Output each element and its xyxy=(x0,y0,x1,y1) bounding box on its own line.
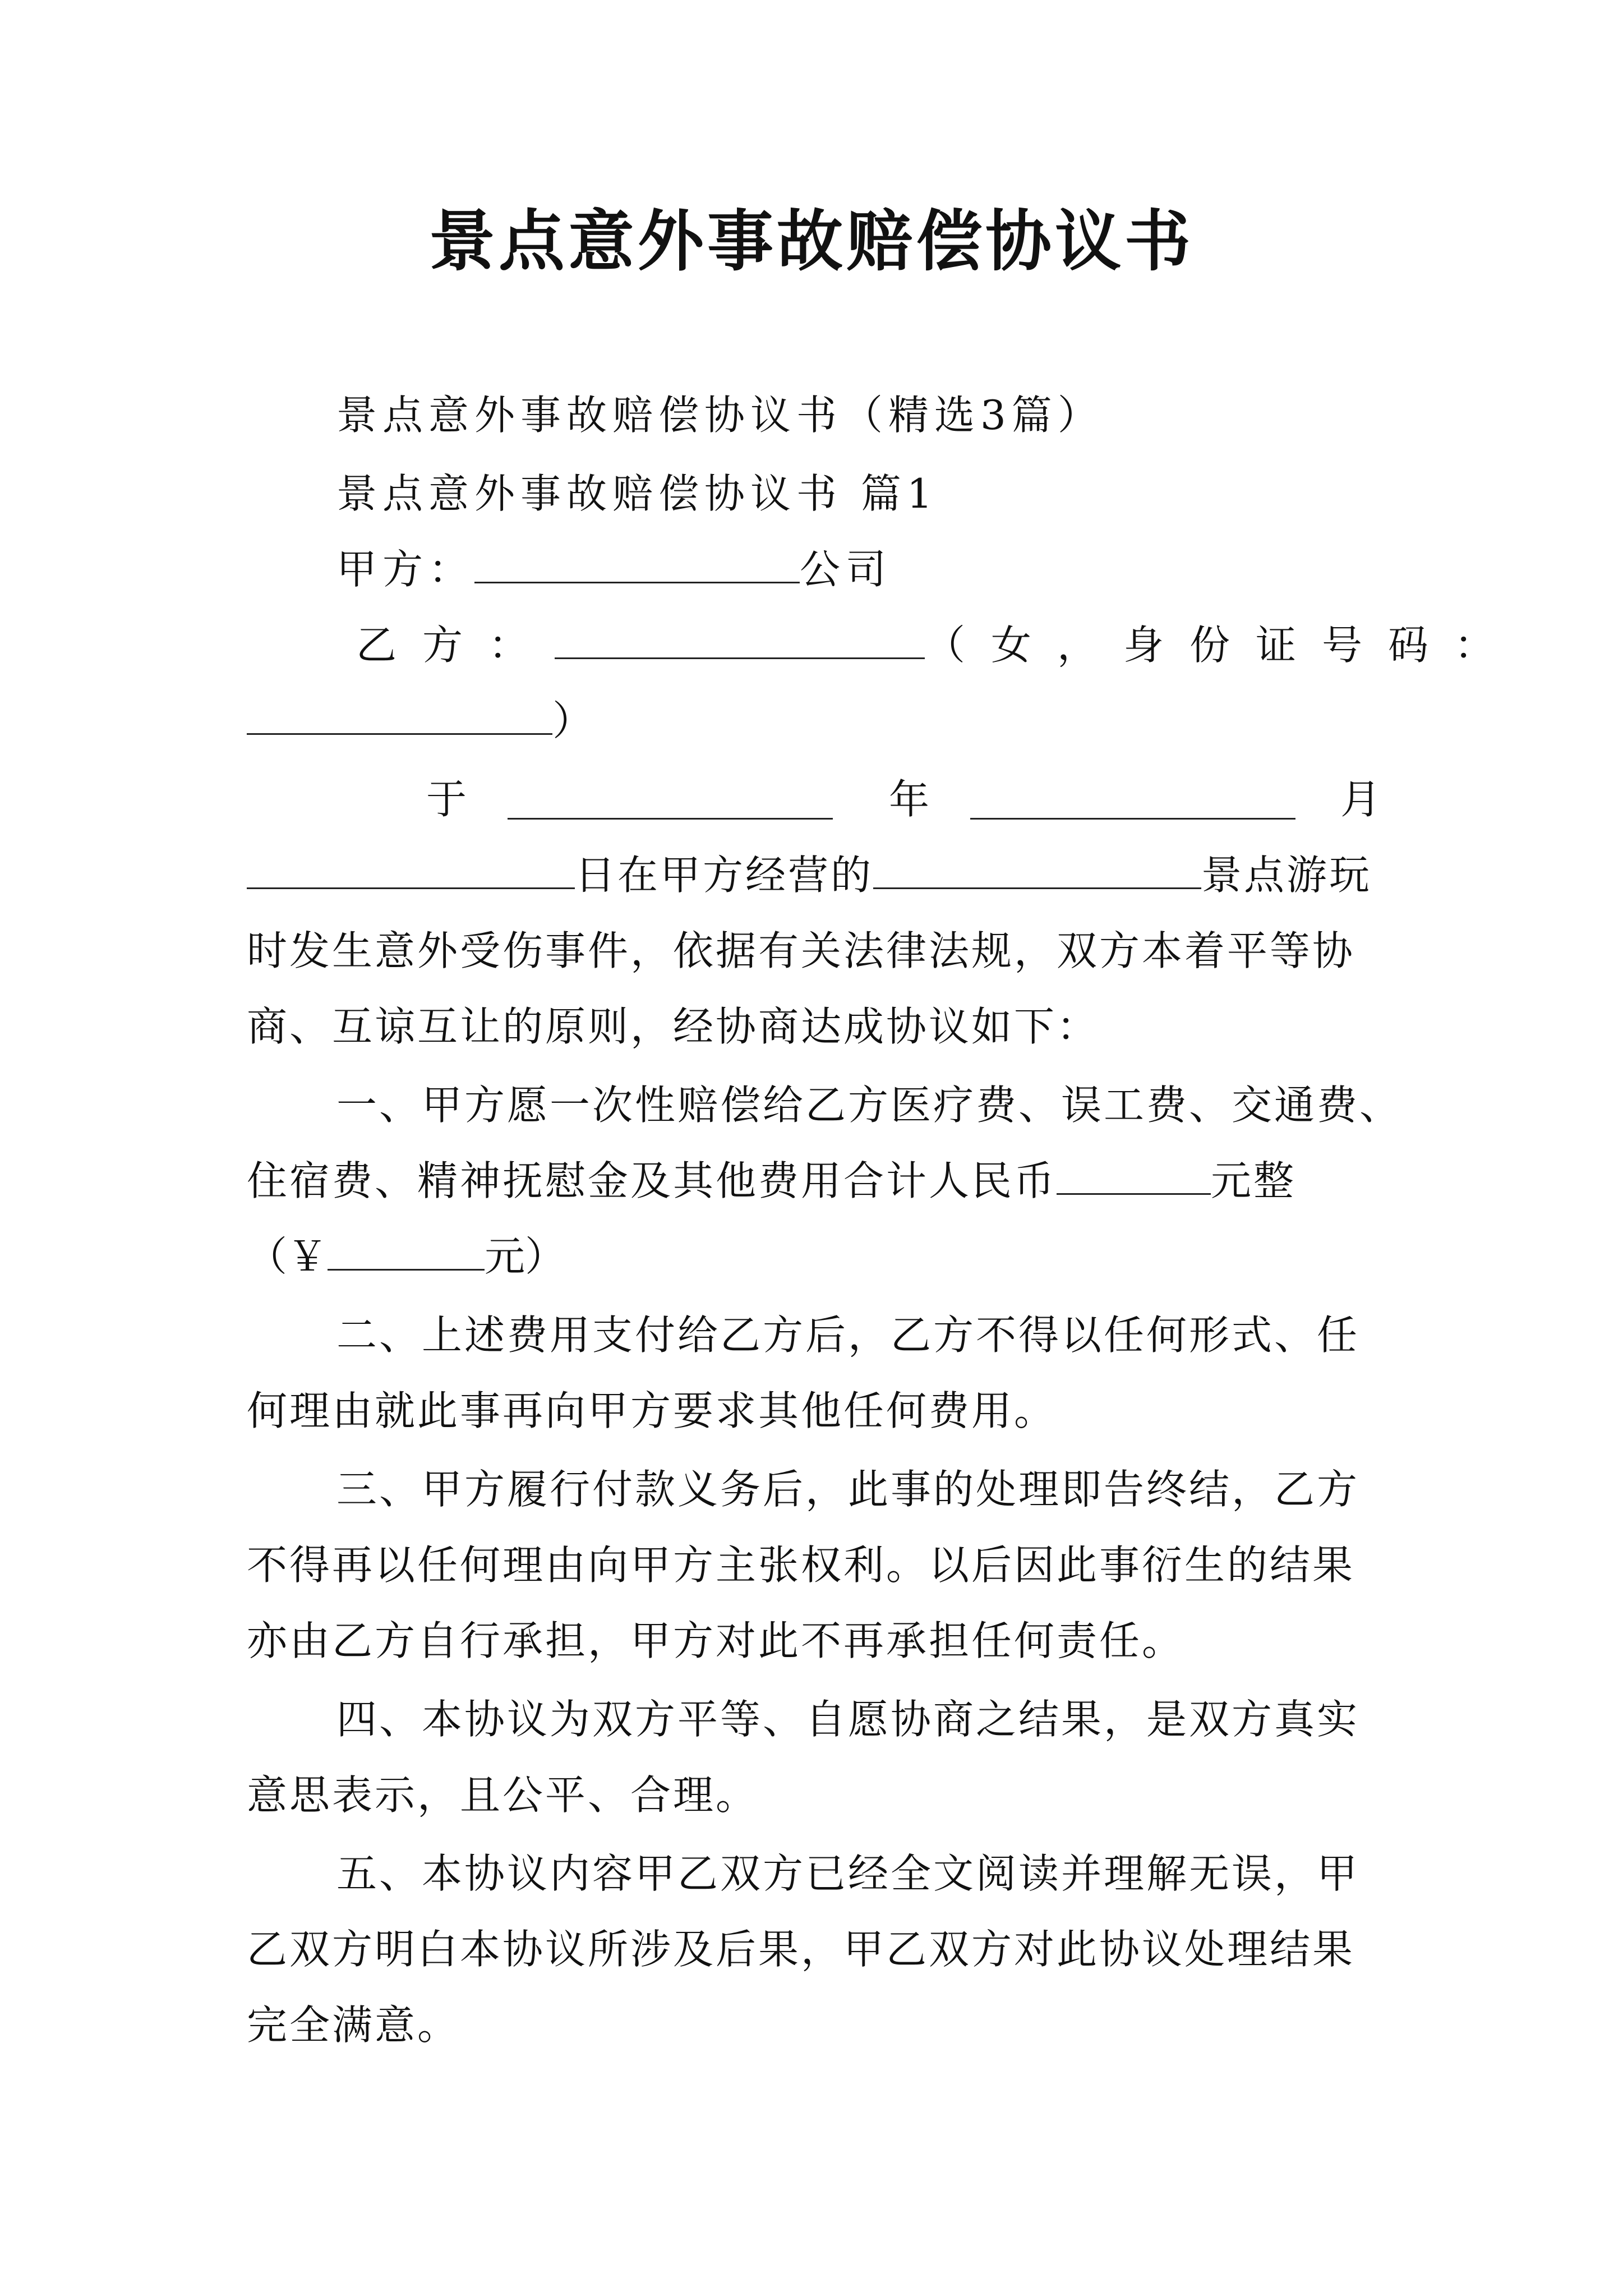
date-year: 年 xyxy=(889,776,930,823)
clause-1-yen-close: 元） xyxy=(485,1233,566,1280)
party-b-line xyxy=(356,617,1520,673)
clause-4-line-1: 四、本协议为双方平等、自愿协商之结果，是双方真实 xyxy=(336,1696,1360,1743)
section-heading: 景点意外事故赔偿协议书 篇1 xyxy=(336,470,938,517)
clause-1-line-2 xyxy=(247,1153,1296,1209)
incident-mid: 日在甲方经营的 xyxy=(575,852,874,899)
party-b-close: ） xyxy=(552,697,593,744)
clause-3-line-3: 亦由乙方自行承担，甲方对此不再承担任何责任。 xyxy=(247,1617,1185,1664)
subtitle: 景点意外事故赔偿协议书（精选3篇） xyxy=(336,392,1104,439)
party-a-line xyxy=(336,541,892,597)
document-title: 景点意外事故赔偿协议书 xyxy=(428,202,1194,280)
date-month-blank xyxy=(970,785,1295,820)
clause-1-line-3 xyxy=(247,1228,565,1285)
clause-5-line-3: 完全满意。 xyxy=(247,2001,460,2049)
amount-number-blank xyxy=(328,1236,485,1271)
date-yu: 于 xyxy=(426,776,467,823)
clause-4-line-2: 意思表示，且公平、合理。 xyxy=(247,1772,759,1819)
clause-1-line-1: 一、甲方愿一次性赔偿给乙方医疗费、误工费、交通费、 xyxy=(336,1082,1403,1129)
clause-3-line-2: 不得再以任何理由向甲方主张权利。以后因此事衍生的结果 xyxy=(247,1542,1355,1589)
clause-1-yen-open: （￥ xyxy=(247,1233,328,1280)
clause-5-line-1: 五、本协议内容甲乙双方已经全文阅读并理解无误，甲 xyxy=(336,1850,1360,1897)
party-b-detail: （女，身份证号码： xyxy=(925,622,1521,669)
party-a-blank xyxy=(474,549,800,583)
clause-2-line-1: 二、上述费用支付给乙方后，乙方不得以任何形式、任 xyxy=(336,1312,1360,1359)
incident-line-1 xyxy=(247,847,1372,903)
amount-words-blank xyxy=(1057,1161,1211,1195)
clause-2-line-2: 何理由就此事再向甲方要求其他任何费用。 xyxy=(247,1387,1057,1434)
clause-3-line-1: 三、甲方履行付款义务后，此事的处理即告终结，乙方 xyxy=(336,1466,1360,1513)
incident-line-2: 时发生意外受伤事件，依据有关法律法规，双方本着平等协 xyxy=(247,927,1355,974)
party-b-label: 乙方： xyxy=(356,622,555,669)
party-b-blank xyxy=(555,625,925,659)
party-a-suffix: 公司 xyxy=(800,546,892,593)
clause-5-line-2: 乙双方明白本协议所涉及后果，甲乙双方对此协议处理结果 xyxy=(247,1926,1355,1973)
date-day-blank xyxy=(247,855,575,889)
clause-1-amount-text: 住宿费、精神抚慰金及其他费用合计人民币 xyxy=(247,1157,1057,1204)
incident-line-3: 商、互谅互让的原则，经协商达成协议如下： xyxy=(247,1003,1100,1050)
scenic-spot-blank xyxy=(873,855,1201,889)
clause-1-amount-end: 元整 xyxy=(1211,1157,1297,1204)
incident-end: 景点游玩 xyxy=(1201,852,1372,899)
date-year-blank xyxy=(508,785,833,820)
party-b-id-blank xyxy=(247,701,552,735)
party-b-id-line xyxy=(247,693,593,749)
date-month: 月 xyxy=(1340,776,1381,823)
party-a-label: 甲方： xyxy=(336,546,475,593)
